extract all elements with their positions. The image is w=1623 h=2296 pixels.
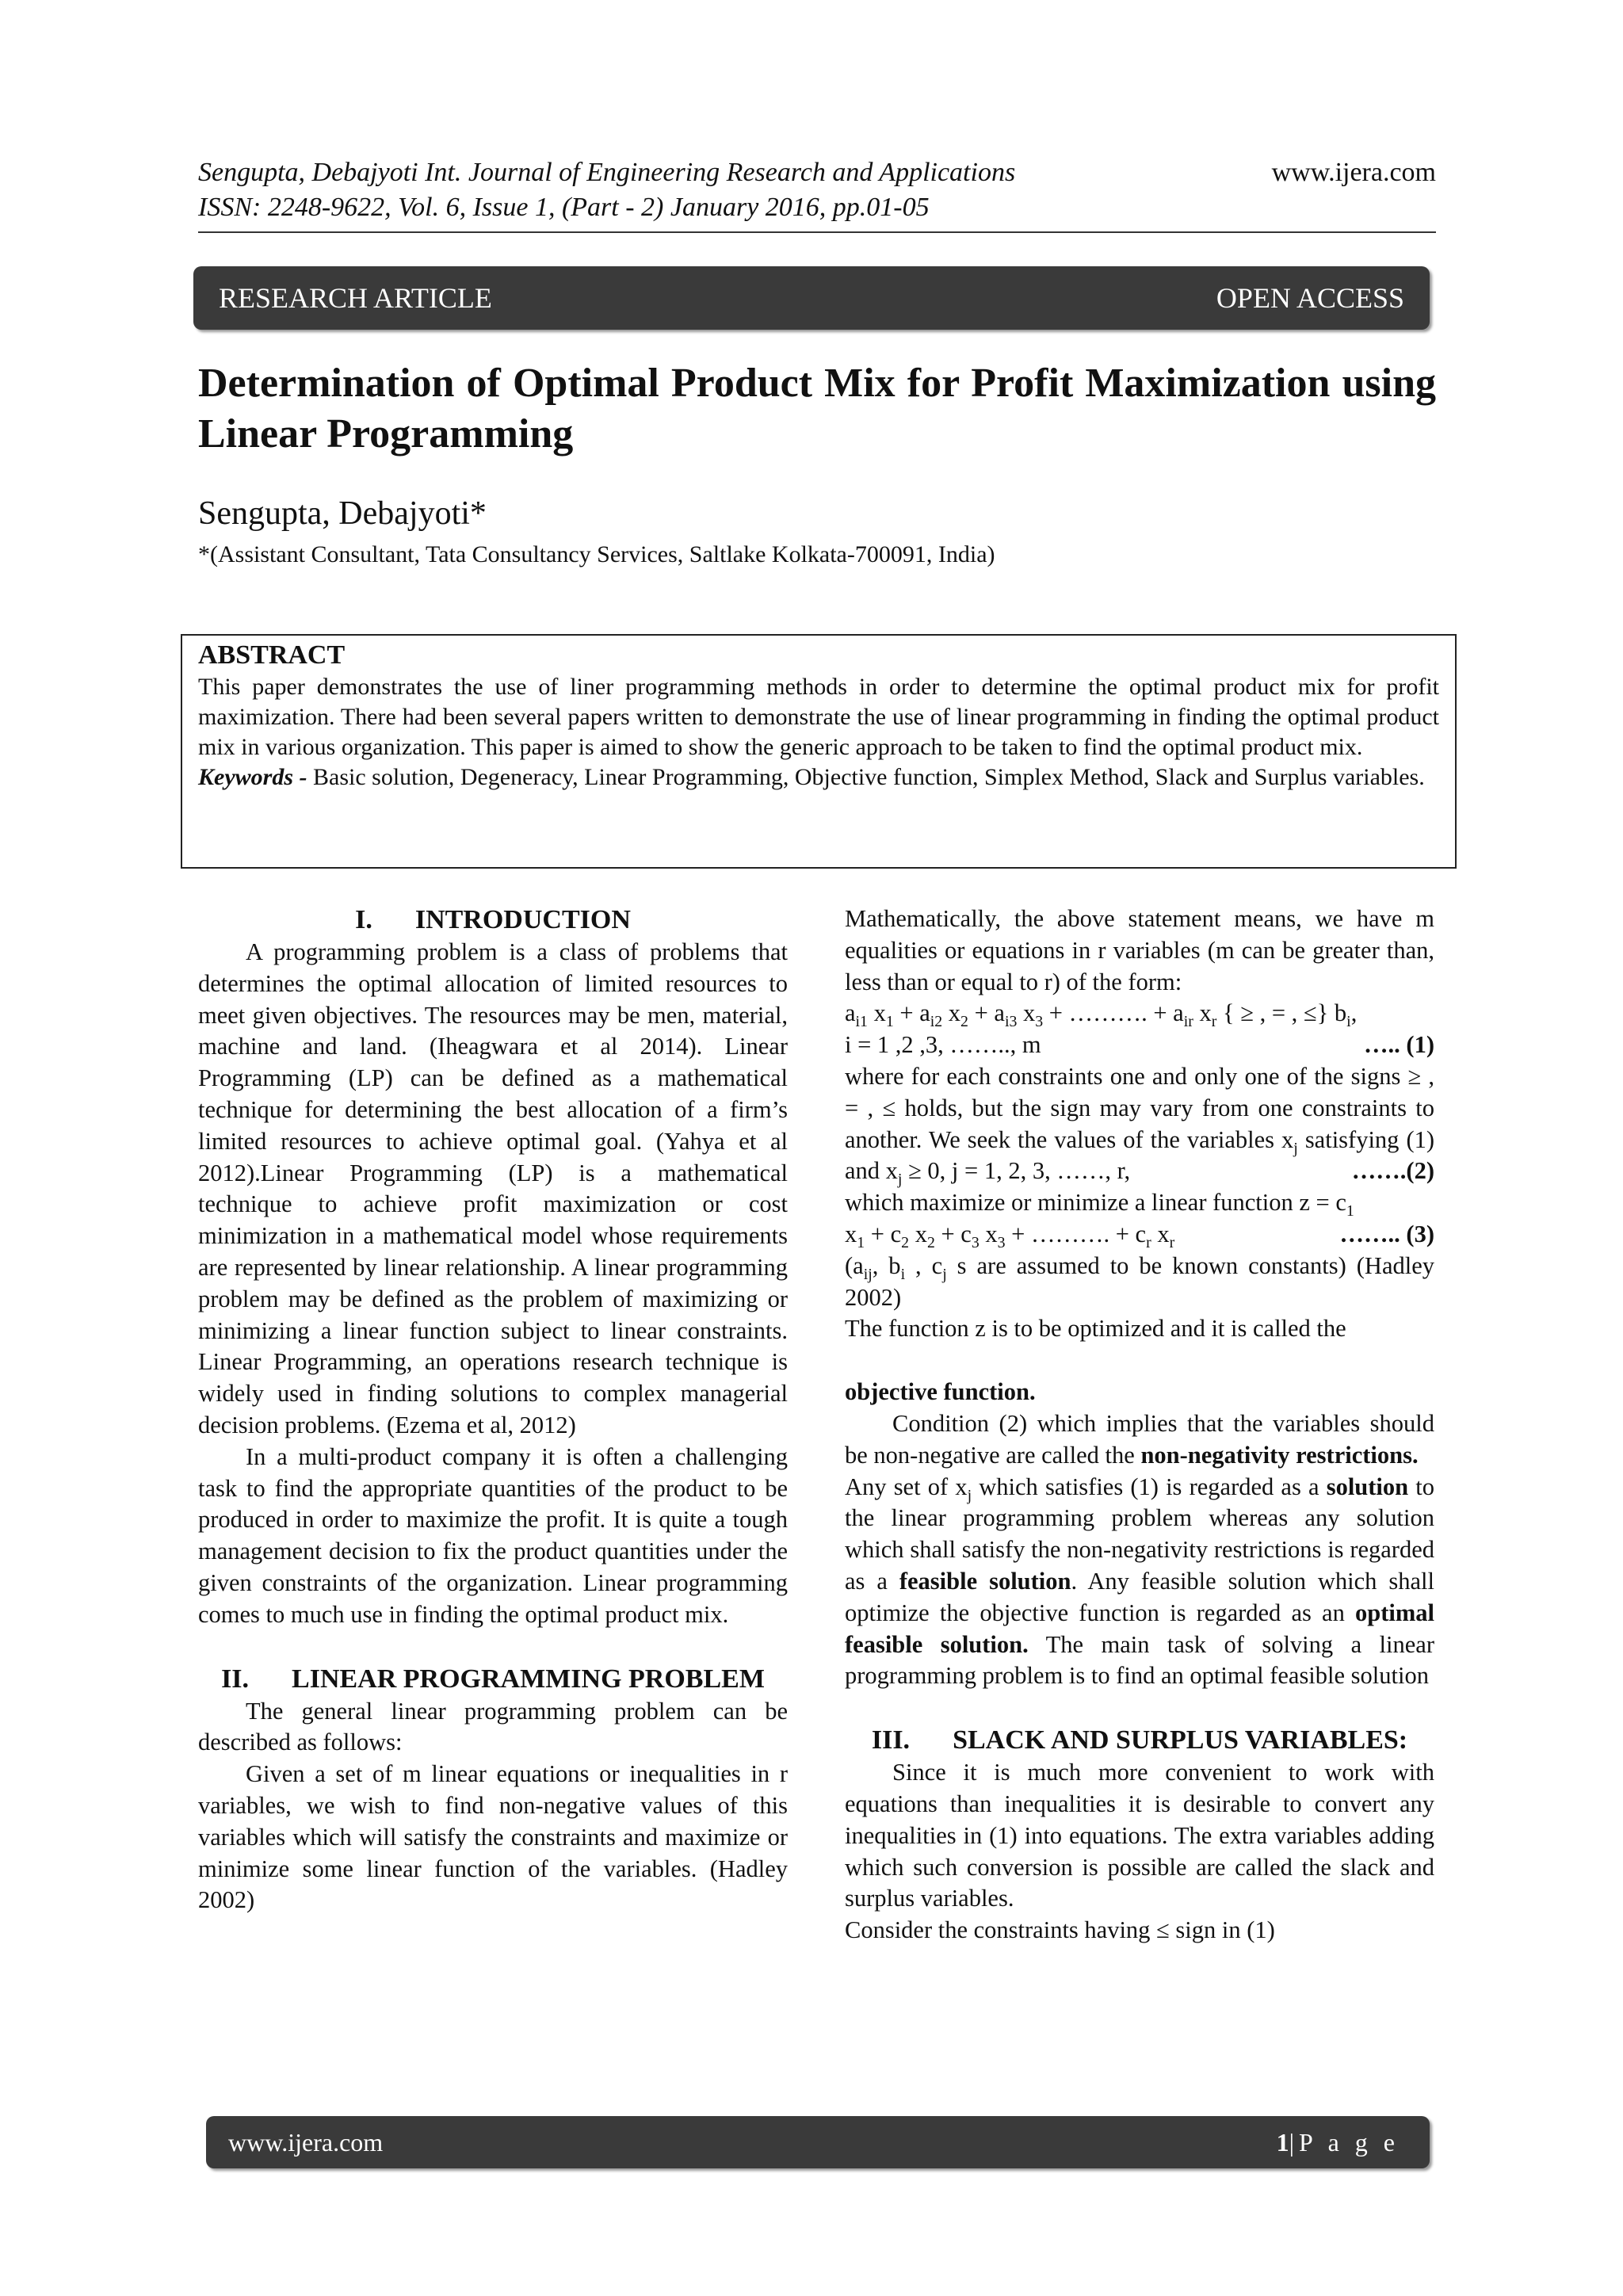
journal-url[interactable]: www.ijera.com — [1271, 158, 1436, 187]
constraint-paragraph: where for each constraints one and only one of the signs ≥ , = , ≤ holds, but the sign may vary from one constraints to another. We seek the values of the variables $x_j$ satisfying (1) and $x_j \ge 0$, j = 1, 2, 3, ……, r, — [845, 1062, 1435, 1189]
intro-paragraph-1: A programming problem is a class of problems that determines the optimal allocation of limited resources to meet given objectives. The resources may be men, material, machine and land. (Iheagwara et al 2014). Linear Programming (LP) can be defined as a mathematical technique for determining the best allocation of a firm’s limited resources to achieve optimal goal. (Yahya et al 2012).Linear Programming (LP) is a mathematical technique to achieve profit maximization or cost minimization in a mathematical model whose requirements are represented by linear relationship. A linear programming problem may be defined as the problem of maximizing or minimizing a linear function subject to linear constraints. Linear Programming, an operations research technique is widely used in finding solutions to complex managerial decision problems. (Ezema et al, 2012) — [198, 938, 788, 1438]
equation-3: $x_1 + c_2$ $x_2 + c_3$ $x_3$ + ………. + $c_r$ $x_r$ …….. (3) — [845, 1220, 1434, 1252]
equation-2-number: …….(2) — [1351, 1157, 1434, 1185]
constants-paragraph: ($a_{ij}$, $b_i$ , $c_j$ s are assumed to be known constants) (Hadley 2002) — [845, 1251, 1435, 1311]
keywords-label: Keywords - — [198, 764, 313, 790]
slack-paragraph: Since it is much more convenient to work with equations than inequalities it is desirable to convert any inequalities in (1) into equations. The extra variables adding which such conversion is possible are called the slack and surplus variables. — [845, 1759, 1434, 1912]
author-name: Sengupta, Debajyoti* — [198, 495, 487, 532]
abstract-text: This paper demonstrates the use of liner programming methods in order to determine the optimal product mix for profit maximization. There had been several papers written to demonstrate the use of linear programming in finding the optimal product mix in various organization. This paper is aimed to show the generic approach to be taken to find the optimal product mix. — [198, 674, 1439, 760]
article-type-banner — [193, 266, 1430, 330]
intro-paragraph-2: In a multi-product company it is often a challenging task to find the appropriate quantities of the product to be produced in order to maximize the profit. It is quite a tough management decision to fix the product quantities under the given constraints of the organization. Linear programming comes to much use in finding the optimal product mix. — [198, 1442, 788, 1628]
objective-paragraph: which maximize or minimize a linear function $z = c_1$ — [845, 1189, 1354, 1221]
abstract-box — [181, 634, 1457, 869]
page-number: 1|P a g e — [1276, 2128, 1400, 2157]
citation-line-1: Sengupta, Debajyoti Int. Journal of Engineering Research and Applications — [198, 158, 1016, 187]
section-heading-slack-surplus: III. SLACK AND SURPLUS VARIABLES: — [871, 1725, 1408, 1755]
solution-paragraph: Any set of $x_j$ which satisfies (1) is regarded as a solution to the linear programming problem whereas any solution which shall satisfy the non-negativity restrictions is regarded as a feasible solution. Any feasible solution which shall optimize the objective function is regarded as an optimal feasible solution. The main task of solving a linear programming problem is to find an optimal feasible solution — [845, 1473, 1434, 1690]
consider-sentence: Consider the constraints having ≤ sign in (1) — [845, 1916, 1275, 1944]
equation-1: $a_{i1}$ $x_1 + a_{i2}$ $x_2 + a_{i3}$ $x_3$ + ………. + $a_{ir}$ $x_r$ { ≥ , = , ≤} $b_i$, — [845, 999, 1358, 1031]
keywords — [198, 762, 1439, 793]
open-access-label: OPEN ACCESS — [1216, 282, 1404, 314]
section-heading-lpp: II. LINEAR PROGRAMMING PROBLEM — [221, 1664, 765, 1694]
lpp-paragraph-2: Given a set of m linear equations or inequalities in r variables, we wish to find non-negative values of this variables which will satisfy the constraints and maximize or minimize some linear function of the variables. (Hadley 2002) — [198, 1760, 788, 1914]
section-heading-introduction: I. INTRODUCTION — [355, 905, 631, 934]
author-affiliation: *(Assistant Consultant, Tata Consultancy Services, Saltlake Kolkata-700091, India) — [198, 541, 995, 567]
research-article-label: RESEARCH ARTICLE — [219, 282, 492, 314]
left-column — [198, 904, 788, 1916]
lpp-paragraph-1: The general linear programming problem can be described as follows: — [198, 1697, 788, 1756]
right-column — [845, 904, 1434, 1946]
keywords-list: Basic solution, Degeneracy, Linear Programming, Objective function, Simplex Method, Slack and Surplus variables. — [313, 764, 1425, 790]
running-header — [198, 155, 1436, 225]
paper-title: Determination of Optimal Product Mix for Profit Maximization using Linear Programming — [198, 361, 1436, 457]
page-footer — [206, 2116, 1430, 2168]
math-paragraph: Mathematically, the above statement means, we have m equalities or equations in r variables (m can be greater than, less than or equal to r) of the form: — [845, 905, 1434, 995]
footer-url[interactable]: www.ijera.com — [228, 2128, 384, 2157]
citation-line-2: ISSN: 2248-9622, Vol. 6, Issue 1, (Part - 2) January 2016, pp.01-05 — [198, 193, 930, 222]
header-rule — [198, 231, 1436, 233]
nonnegativity-paragraph: Condition (2) which implies that the variables should be non-negative are called the non-negativity restrictions. — [845, 1409, 1434, 1469]
equation-1-index: i = 1 ,2 ,3, …….., m ….. (1) — [845, 1031, 1434, 1059]
objective-function-term: objective function. — [845, 1378, 1036, 1406]
optimized-sentence: The function z is to be optimized and it is called the — [845, 1315, 1346, 1343]
abstract-heading: ABSTRACT — [198, 640, 346, 670]
